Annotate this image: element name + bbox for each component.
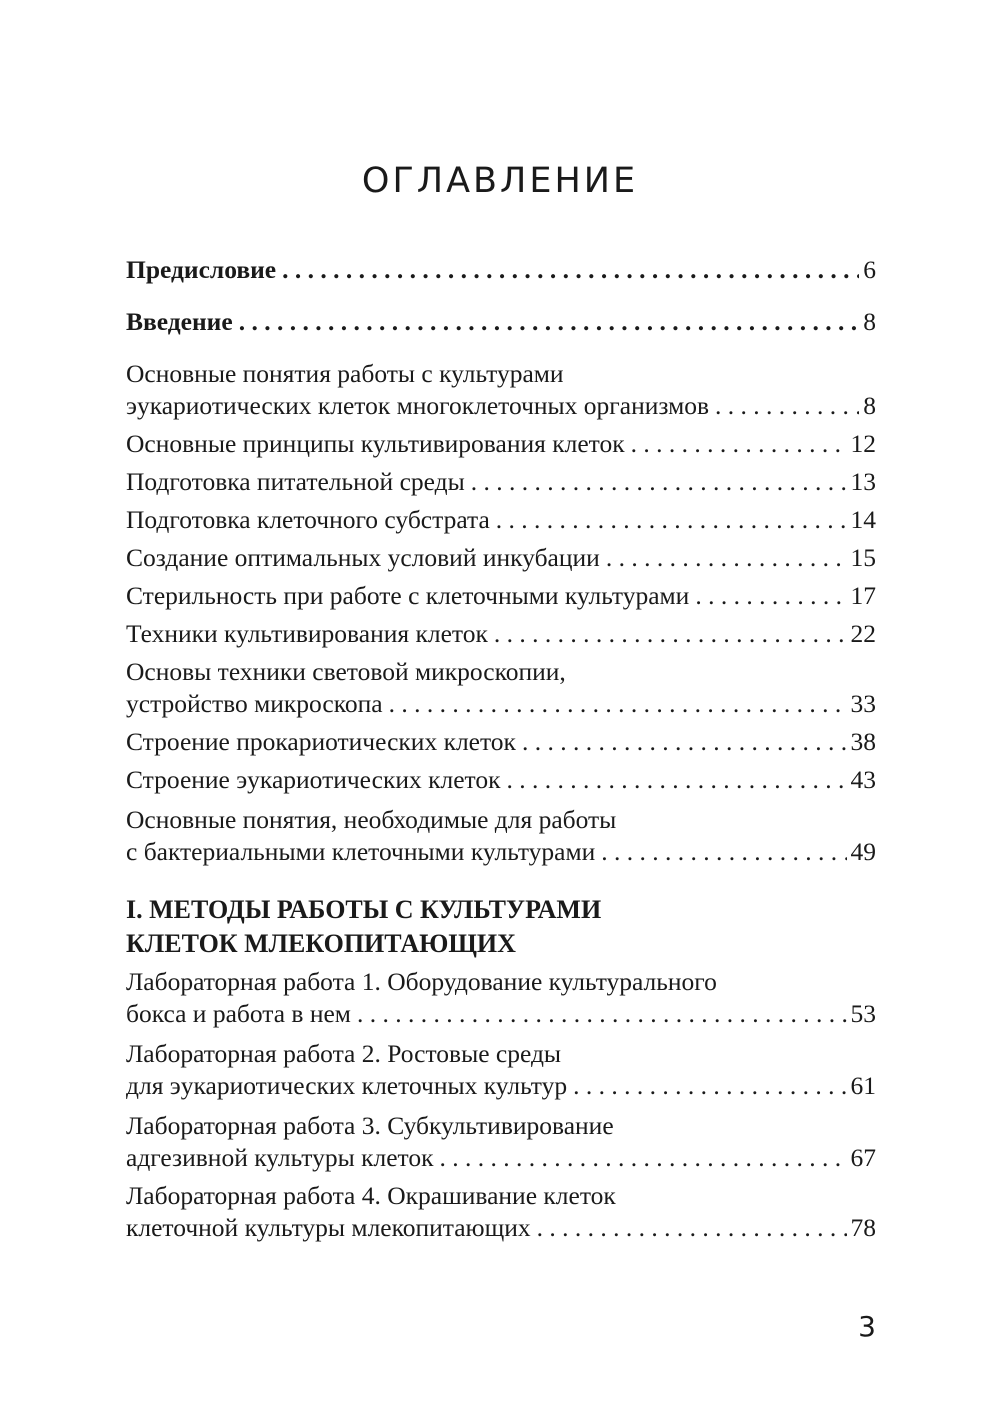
toc-entry[interactable] [126, 1110, 876, 1174]
toc-entry-page: 33 [850, 689, 876, 718]
page-number: 3 [858, 1310, 876, 1343]
toc-entry[interactable] [126, 618, 876, 650]
toc-entry-title: для эукариотических клеточных культур [126, 1071, 568, 1100]
toc-entry-page: 8 [863, 391, 876, 420]
toc-entry-title-line1: Основные понятия работы с культурами [126, 359, 564, 388]
toc-entry[interactable] [126, 804, 876, 868]
toc-entry-title: Основные принципы культивирования клеток [126, 429, 625, 458]
toc-entry-title: эукариотических клеток многоклеточных организмов [126, 391, 710, 420]
dot-leader [471, 466, 847, 498]
dot-leader [507, 764, 847, 796]
toc-entry-page: 12 [850, 429, 876, 458]
toc-entry[interactable] [126, 428, 876, 460]
toc-entry-title: Стерильность при работе с клеточными культурами [126, 581, 690, 610]
dot-leader [522, 726, 847, 758]
toc-entry-title: Подготовка клеточного субстрата [126, 505, 490, 534]
toc-entry-title: Подготовка питательной среды [126, 467, 465, 496]
dot-leader [631, 428, 847, 460]
toc-entry-title: с бактериальными клеточными культурами [126, 837, 596, 866]
toc-entry[interactable] [126, 504, 876, 536]
toc-entry-title: Введение [126, 307, 233, 336]
dot-leader [695, 580, 846, 612]
toc-entry-title: Техники культивирования клеток [126, 619, 488, 648]
toc-entry[interactable] [126, 542, 876, 574]
toc-entry-page: 53 [850, 999, 876, 1028]
toc-entry-title-line1: Основные понятия, необходимые для работы [126, 805, 617, 834]
toc-entry[interactable] [126, 254, 876, 286]
toc-entry[interactable] [126, 966, 876, 1030]
dot-leader [601, 836, 846, 868]
toc-entry[interactable] [126, 358, 876, 422]
toc-entry-page: 22 [850, 619, 876, 648]
toc-entry-title-line1: Лабораторная работа 3. Субкультивирование [126, 1111, 614, 1140]
toc-entry-title: устройство микроскопа [126, 689, 383, 718]
toc-entry-page: 38 [850, 727, 876, 756]
toc-entry-page: 14 [850, 505, 876, 534]
dot-leader [606, 542, 847, 574]
toc-entry-title: бокса и работа в нем [126, 999, 351, 1028]
toc-entry-title-line1: Основы техники световой микроскопии, [126, 657, 566, 686]
dot-leader [239, 306, 860, 338]
dot-leader [573, 1070, 846, 1102]
toc-entry-title: Строение прокариотических клеток [126, 727, 516, 756]
section-heading[interactable] [126, 893, 601, 961]
dot-leader [494, 618, 847, 650]
dot-leader [439, 1142, 846, 1174]
toc-entry-title: Предисловие [126, 255, 277, 284]
dot-leader [389, 688, 847, 720]
section-heading-line2: КЛЕТОК МЛЕКОПИТАЮЩИХ [126, 929, 516, 958]
toc-entry-page: 67 [850, 1143, 876, 1172]
page-title: ОГЛАВЛЕНИЕ [361, 161, 639, 202]
toc-entry-title: Создание оптимальных условий инкубации [126, 543, 600, 572]
toc-entry-page: 78 [850, 1213, 876, 1242]
toc-entry[interactable] [126, 466, 876, 498]
toc-entry[interactable] [126, 1180, 876, 1244]
toc-entry-page: 15 [850, 543, 876, 572]
toc-entry[interactable] [126, 580, 876, 612]
toc-entry-page: 17 [850, 581, 876, 610]
toc-entry-page: 13 [850, 467, 876, 496]
toc-entry-page: 43 [850, 765, 876, 794]
dot-leader [496, 504, 847, 536]
toc-entry[interactable] [126, 726, 876, 758]
section-heading-line1: I. МЕТОДЫ РАБОТЫ С КУЛЬТУРАМИ [126, 895, 602, 924]
dot-leader [357, 998, 847, 1030]
dot-leader [282, 254, 859, 286]
toc-entry-title-line1: Лабораторная работа 4. Окрашивание клеток [126, 1181, 616, 1210]
toc-entry-title: клеточной культуры млекопитающих [126, 1213, 531, 1242]
toc-entry-title-line1: Лабораторная работа 1. Оборудование культурального [126, 967, 717, 996]
toc-entry-page: 61 [850, 1071, 876, 1100]
toc-entry[interactable] [126, 1038, 876, 1102]
toc-entry-page: 49 [850, 837, 876, 866]
toc-entry[interactable] [126, 764, 876, 796]
toc-entry[interactable] [126, 656, 876, 720]
toc-entry[interactable] [126, 306, 876, 338]
dot-leader [715, 390, 859, 422]
dot-leader [537, 1212, 847, 1244]
toc-entry-title: адгезивной культуры клеток [126, 1143, 434, 1172]
toc-entry-title: Строение эукариотических клеток [126, 765, 501, 794]
toc-entry-page: 8 [863, 307, 876, 336]
toc-entry-page: 6 [863, 255, 876, 284]
toc-entry-title-line1: Лабораторная работа 2. Ростовые среды [126, 1039, 562, 1068]
